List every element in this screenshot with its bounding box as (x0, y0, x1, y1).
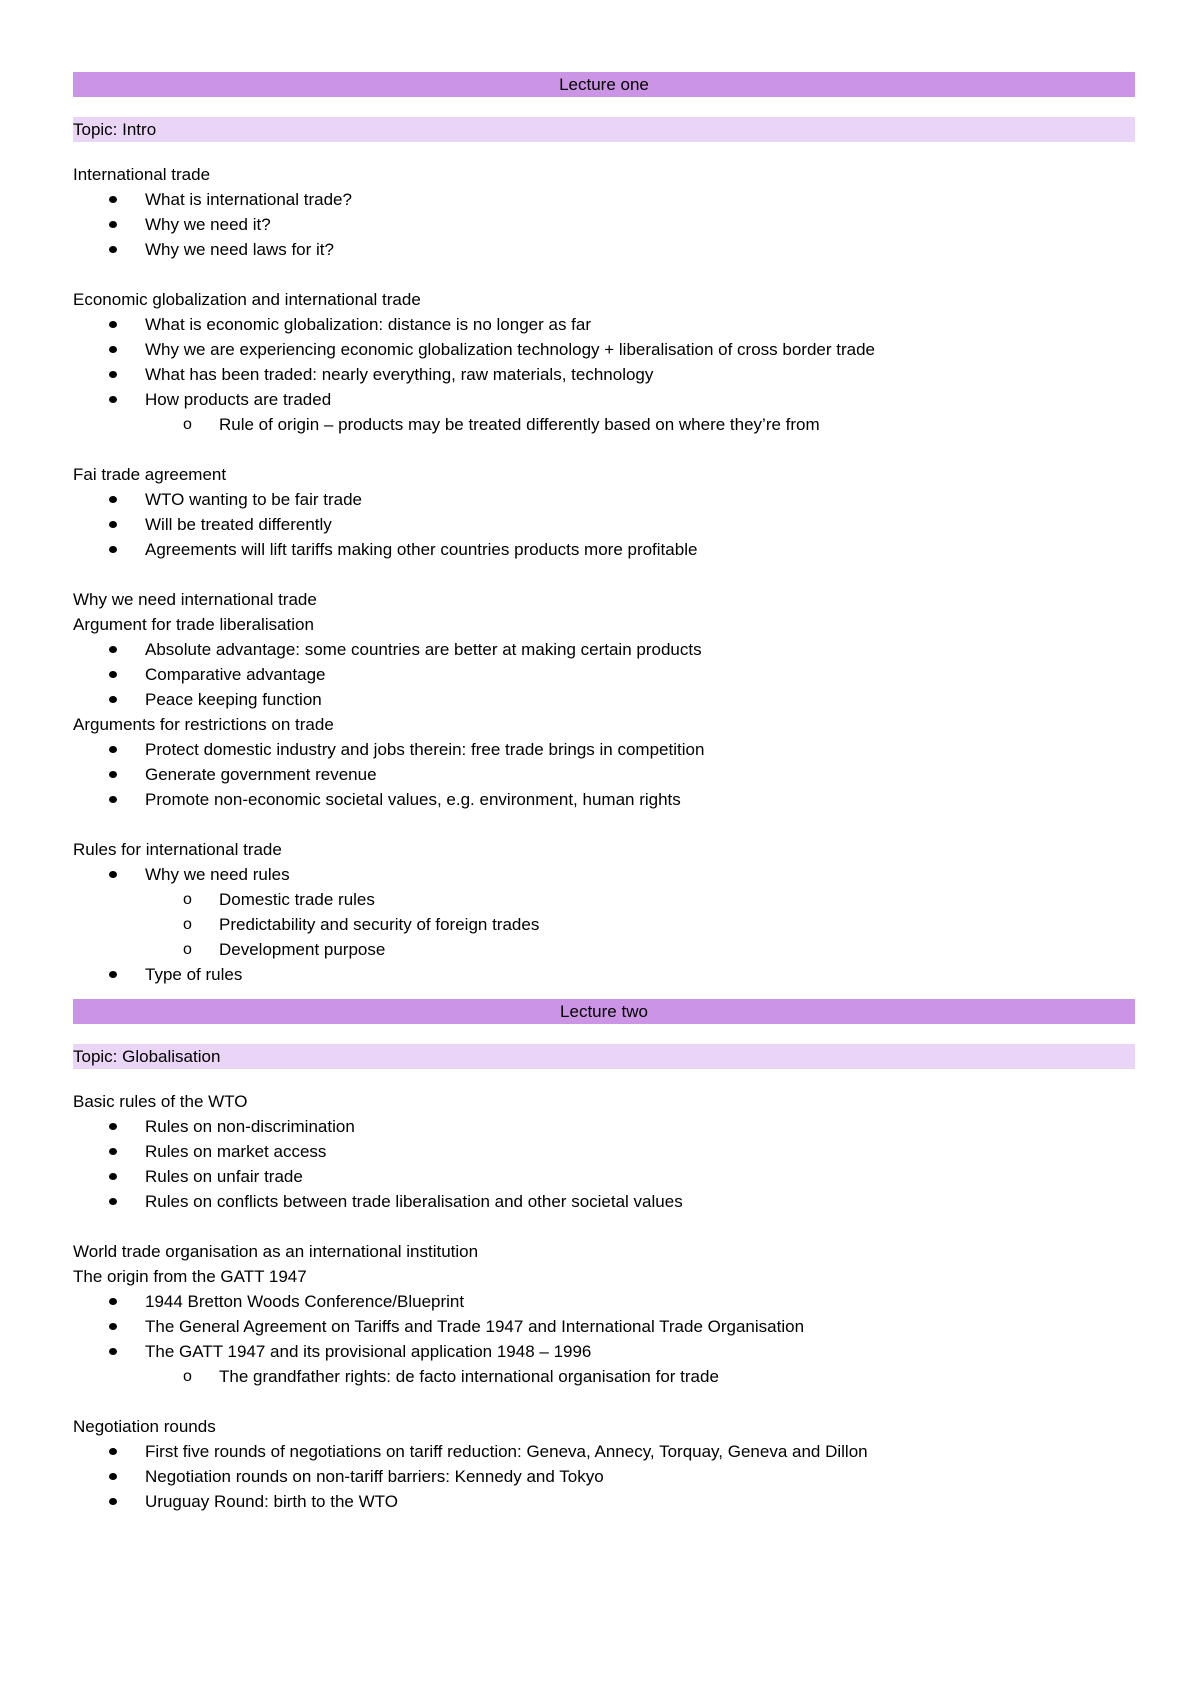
bullet-item: Rules on conflicts between trade liberalisation and other societal values (73, 1189, 1135, 1214)
bullet-item: The General Agreement on Tariffs and Trade 1947 and International Trade Organisation (73, 1314, 1135, 1339)
bullet-item: Comparative advantage (73, 662, 1135, 687)
topic-globalisation-heading: Topic: Globalisation (73, 1044, 1135, 1069)
bullet-item: How products are traded (73, 387, 1135, 412)
bullet-item: Negotiation rounds on non-tariff barriers: Kennedy and Tokyo (73, 1464, 1135, 1489)
sub-bullet-item: o The grandfather rights: de facto international organisation for trade (73, 1364, 1135, 1389)
bullet-item: Why we are experiencing economic globalization technology + liberalisation of cross border trade (73, 337, 1135, 362)
sub-heading: The origin from the GATT 1947 (73, 1267, 307, 1286)
section-heading: Rules for international trade (73, 840, 282, 859)
sub-heading: Arguments for restrictions on trade (73, 715, 334, 734)
sub-bullet-item: o Predictability and security of foreign trades (73, 912, 1135, 937)
bullet-item: Absolute advantage: some countries are better at making certain products (73, 637, 1135, 662)
section-heading: Basic rules of the WTO (73, 1092, 248, 1111)
bullet-item: Will be treated differently (73, 512, 1135, 537)
bullet-item: Type of rules (73, 962, 1135, 987)
section-heading: Negotiation rounds (73, 1417, 216, 1436)
bullet-item: Why we need it? (73, 212, 1135, 237)
bullet-item: Rules on market access (73, 1139, 1135, 1164)
bullet-item: Agreements will lift tariffs making other countries products more profitable (73, 537, 1135, 562)
lecture-one-heading: Lecture one (73, 72, 1135, 97)
bullet-item: Rules on unfair trade (73, 1164, 1135, 1189)
document-page (73, 72, 1135, 1514)
bullet-item: Uruguay Round: birth to the WTO (73, 1489, 1135, 1514)
bullet-item: What has been traded: nearly everything, raw materials, technology (73, 362, 1135, 387)
sub-bullet-item: o Development purpose (73, 937, 1135, 962)
bullet-item: Rules on non-discrimination (73, 1114, 1135, 1139)
bullet-item: Why we need rules (73, 862, 1135, 887)
bullet-item: Why we need laws for it? (73, 237, 1135, 262)
bullet-item: Generate government revenue (73, 762, 1135, 787)
lecture-two-heading: Lecture two (73, 999, 1135, 1024)
bullet-item: Peace keeping function (73, 687, 1135, 712)
section-heading: Why we need international trade (73, 590, 317, 609)
bullet-item: Promote non-economic societal values, e.g. environment, human rights (73, 787, 1135, 812)
bullet-item: WTO wanting to be fair trade (73, 487, 1135, 512)
sub-bullet-item: o Rule of origin – products may be treated differently based on where they’re from (73, 412, 1135, 437)
bullet-item: First five rounds of negotiations on tariff reduction: Geneva, Annecy, Torquay, Geneva and Dillon (73, 1439, 1135, 1464)
bullet-item: What is international trade? (73, 187, 1135, 212)
bullet-item: What is economic globalization: distance is no longer as far (73, 312, 1135, 337)
bullet-item: The GATT 1947 and its provisional application 1948 – 1996 (73, 1339, 1135, 1364)
bullet-item: 1944 Bretton Woods Conference/Blueprint (73, 1289, 1135, 1314)
section-heading: Fai trade agreement (73, 465, 227, 484)
section-heading: World trade organisation as an international institution (73, 1242, 479, 1261)
bullet-item: Protect domestic industry and jobs therein: free trade brings in competition (73, 737, 1135, 762)
section-heading: Economic globalization and international trade (73, 290, 421, 309)
topic-intro-heading: Topic: Intro (73, 117, 1135, 142)
sub-heading: Argument for trade liberalisation (73, 615, 314, 634)
section-heading: International trade (73, 165, 211, 184)
sub-bullet-item: o Domestic trade rules (73, 887, 1135, 912)
